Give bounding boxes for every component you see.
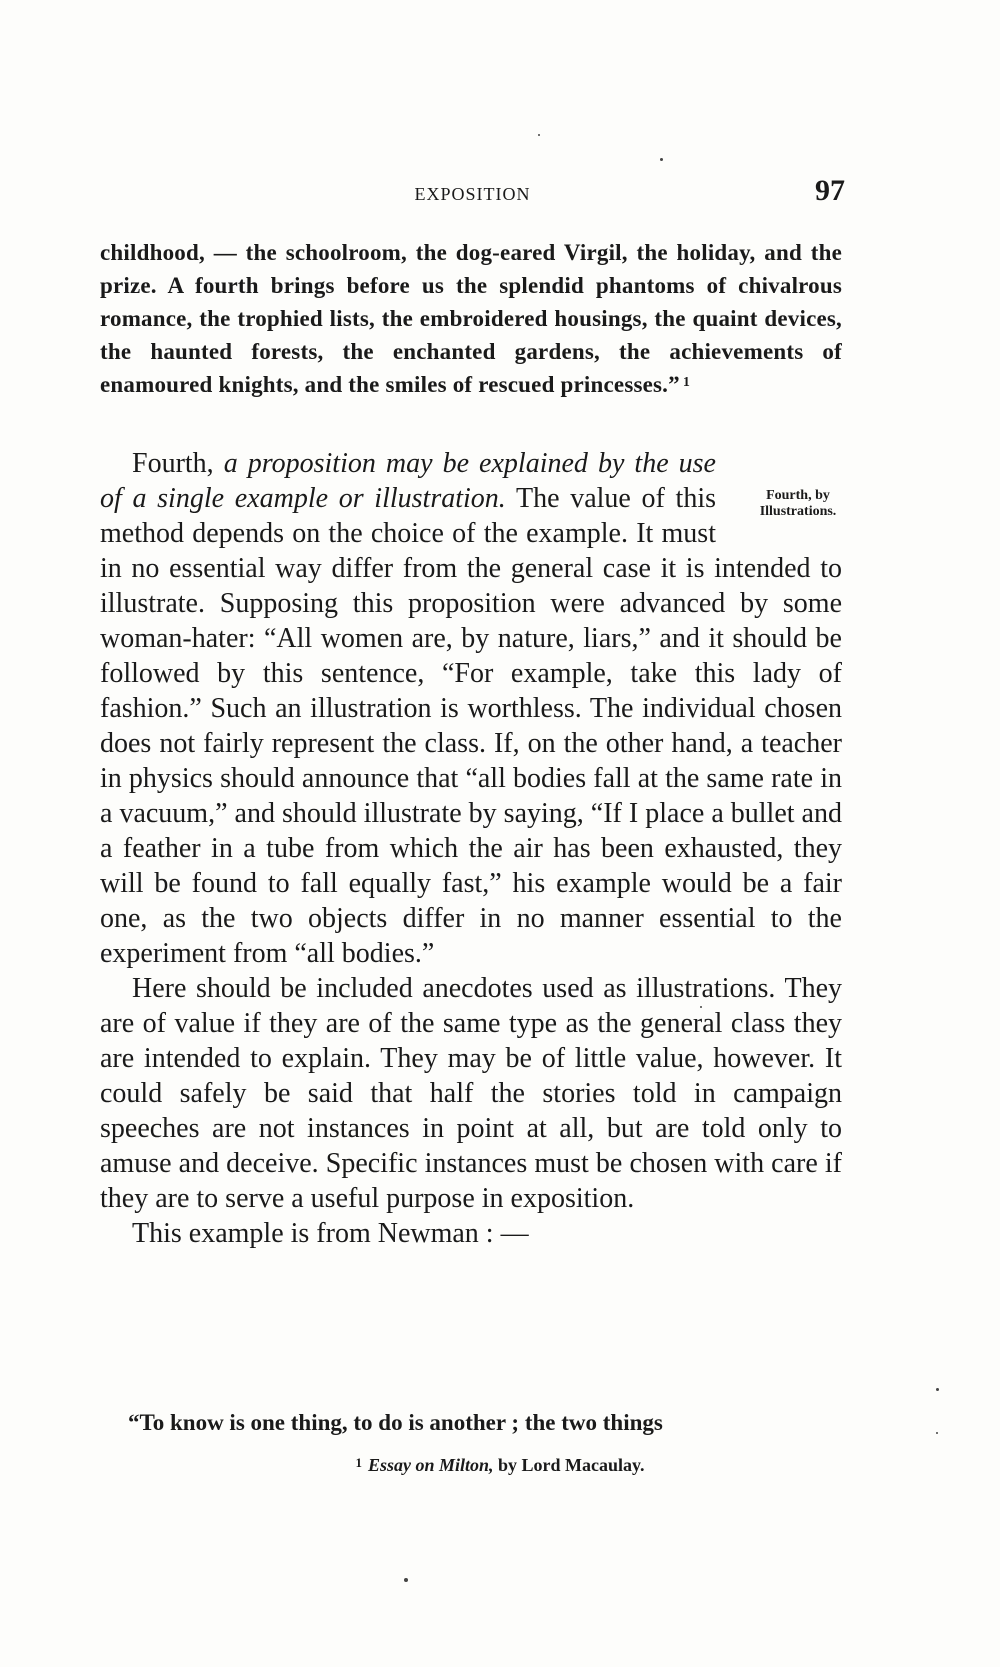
paragraph-anecdotes: Here should be included anecdotes used as illustrations. They are of value if they are of the same type as the general class they are intended to explain. They may be of little value, however. It could safely be said that half the stories told in campaign speeches are not instances in point at all, but are told only to amuse and deceive. Specific instances must be chosen with care if they are to serve a useful purpose in exposition. [100, 973, 842, 1214]
paragraph-fourth [100, 446, 842, 971]
footnote-title: Essay on Milton, [367, 1455, 494, 1475]
margin-note: Fourth, by Illustrations. [759, 488, 837, 519]
main-text [100, 446, 842, 1251]
speck [700, 1006, 702, 1008]
page-number: 97 [815, 174, 845, 207]
running-title: EXPOSITION [414, 184, 531, 204]
speck [936, 1388, 939, 1391]
speck [404, 1578, 408, 1582]
quote-text: childhood, — the schoolroom, the dog-eared Virgil, the holiday, and the prize. A fourth brings before us the splendid phantoms of chivalrous romance, the trophied lists, the embroidered housings, the quaint devices, the haunted forests, the enchanted gardens, the achievements of enamoured knights, and the smiles of rescued princesses.” [100, 240, 842, 397]
speck [538, 134, 540, 136]
footnote-number: 1 [355, 1455, 362, 1470]
paragraph-lead: Fourth, [132, 448, 224, 479]
footnote [0, 1455, 1000, 1476]
footnote-author: by Lord Macaulay. [493, 1455, 645, 1475]
quote-block [100, 236, 842, 401]
page-header [100, 174, 845, 214]
speck [936, 1432, 938, 1434]
paragraph-newman: This example is from Newman : — [132, 1218, 529, 1249]
footnote-ref: 1 [682, 375, 691, 390]
speck [660, 158, 663, 161]
closing-quote: “To know is one thing, to do is another ; the two things [128, 1410, 663, 1435]
paragraph-rest: The value of this method depends on the choice of the example. It must in no essential way differ from the general case it is intended to illustrate. Supposing this proposition were advanced by some woman-hater: “All women are, by nature, liars,” and it should be followed by this sentence, “For example, take this lady of fashion.” Such an illustration is worthless. The individual chosen does not fairly represent the class. If, on the other hand, a teacher in physics should announce that “all bodies fall at the same rate in a vacuum,” and should illustrate by saying, “If I place a bullet and a feather in a tube from which the air has been exhausted, they will be found to fall equally fast,” his example would be a fair one, as the two objects differ in no manner essential to the experiment from “all bodies.” [100, 483, 842, 969]
paragraph-emphasis: a proposition may be explained by the use of a single example or illustration. [100, 448, 716, 514]
